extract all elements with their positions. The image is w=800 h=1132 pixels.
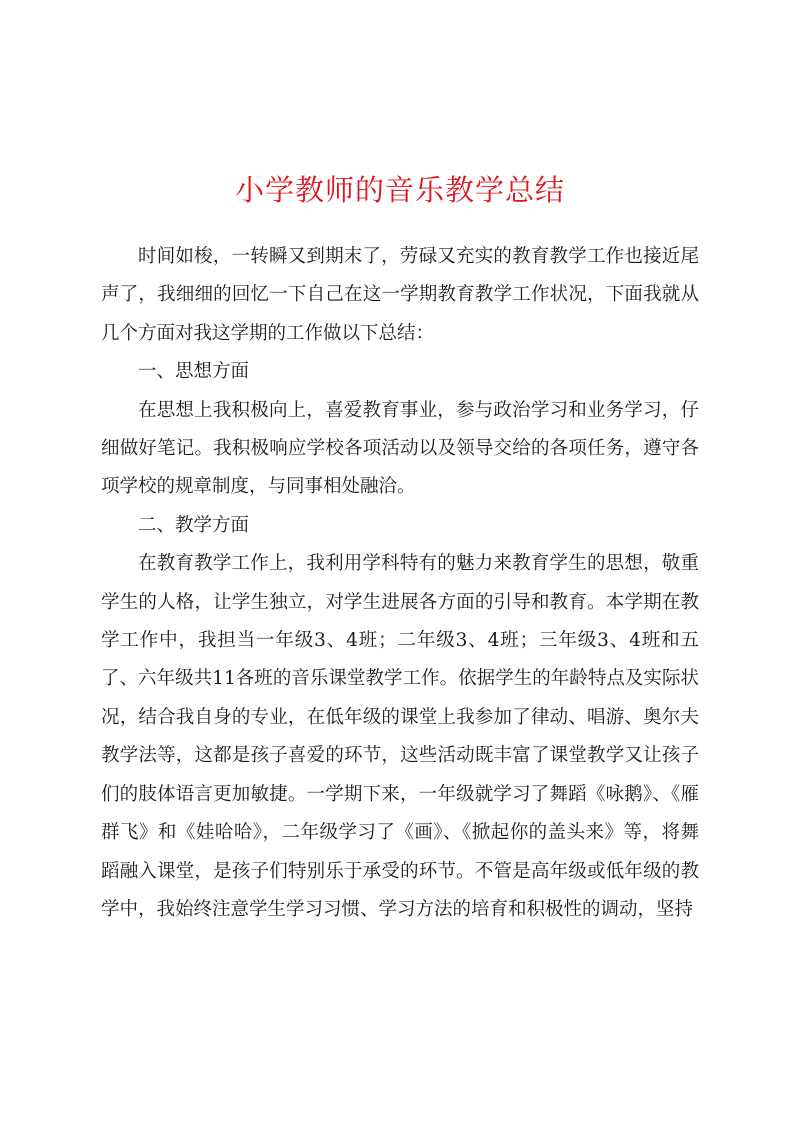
document-body xyxy=(101,238,699,929)
intro-paragraph: 时间如梭，一转瞬又到期末了，劳碌又充实的教育教学工作也接近尾声了，我细细的回忆一下自己在这一学期教育教学工作状况，下面我就从几个方面对我这学期的工作做以下总结： xyxy=(101,246,699,344)
section-heading-teaching: 二、教学方面 xyxy=(138,514,250,536)
section-heading-thought: 一、思想方面 xyxy=(138,361,250,383)
document-title: 小学教师的音乐教学总结 xyxy=(234,173,565,207)
teaching-paragraph: 在教育教学工作上，我利用学科特有的魅力来教育学生的思想，敬重学生的人格，让学生独立，对学生进展各方面的引导和教育。本学期在教学工作中，我担当一年级3、4班；二年级3、4班；三年级3、4班和五了、六年级共11各班的音乐课堂教学工作。依据学生的年龄特点及实际状况，结合我自身的专业，在低年级的课堂上我参加了律动、唱游、奥尔夫教学法等，这都是孩子喜爱的环节，这些活动既丰富了课堂教学又让孩子们的肢体语言更加敏捷。一学期下来，一年级就学习了舞蹈《咏鹅》、《雁群飞》和《娃哈哈》，二年级学习了《画》、《掀起你的盖头来》等，将舞蹈融入课堂，是孩子们特别乐于承受的环节。不管是高年级或低年级的教学中，我始终注意学生学习习惯、学习方法的培育和积极性的调动，坚持 xyxy=(101,553,699,920)
thought-paragraph: 在思想上我积极向上，喜爱教育事业，参与政治学习和业务学习，仔细做好笔记。我积极响应学校各项活动以及领导交给的各项任务，遵守各项学校的规章制度，与同事相处融洽。 xyxy=(101,399,699,498)
